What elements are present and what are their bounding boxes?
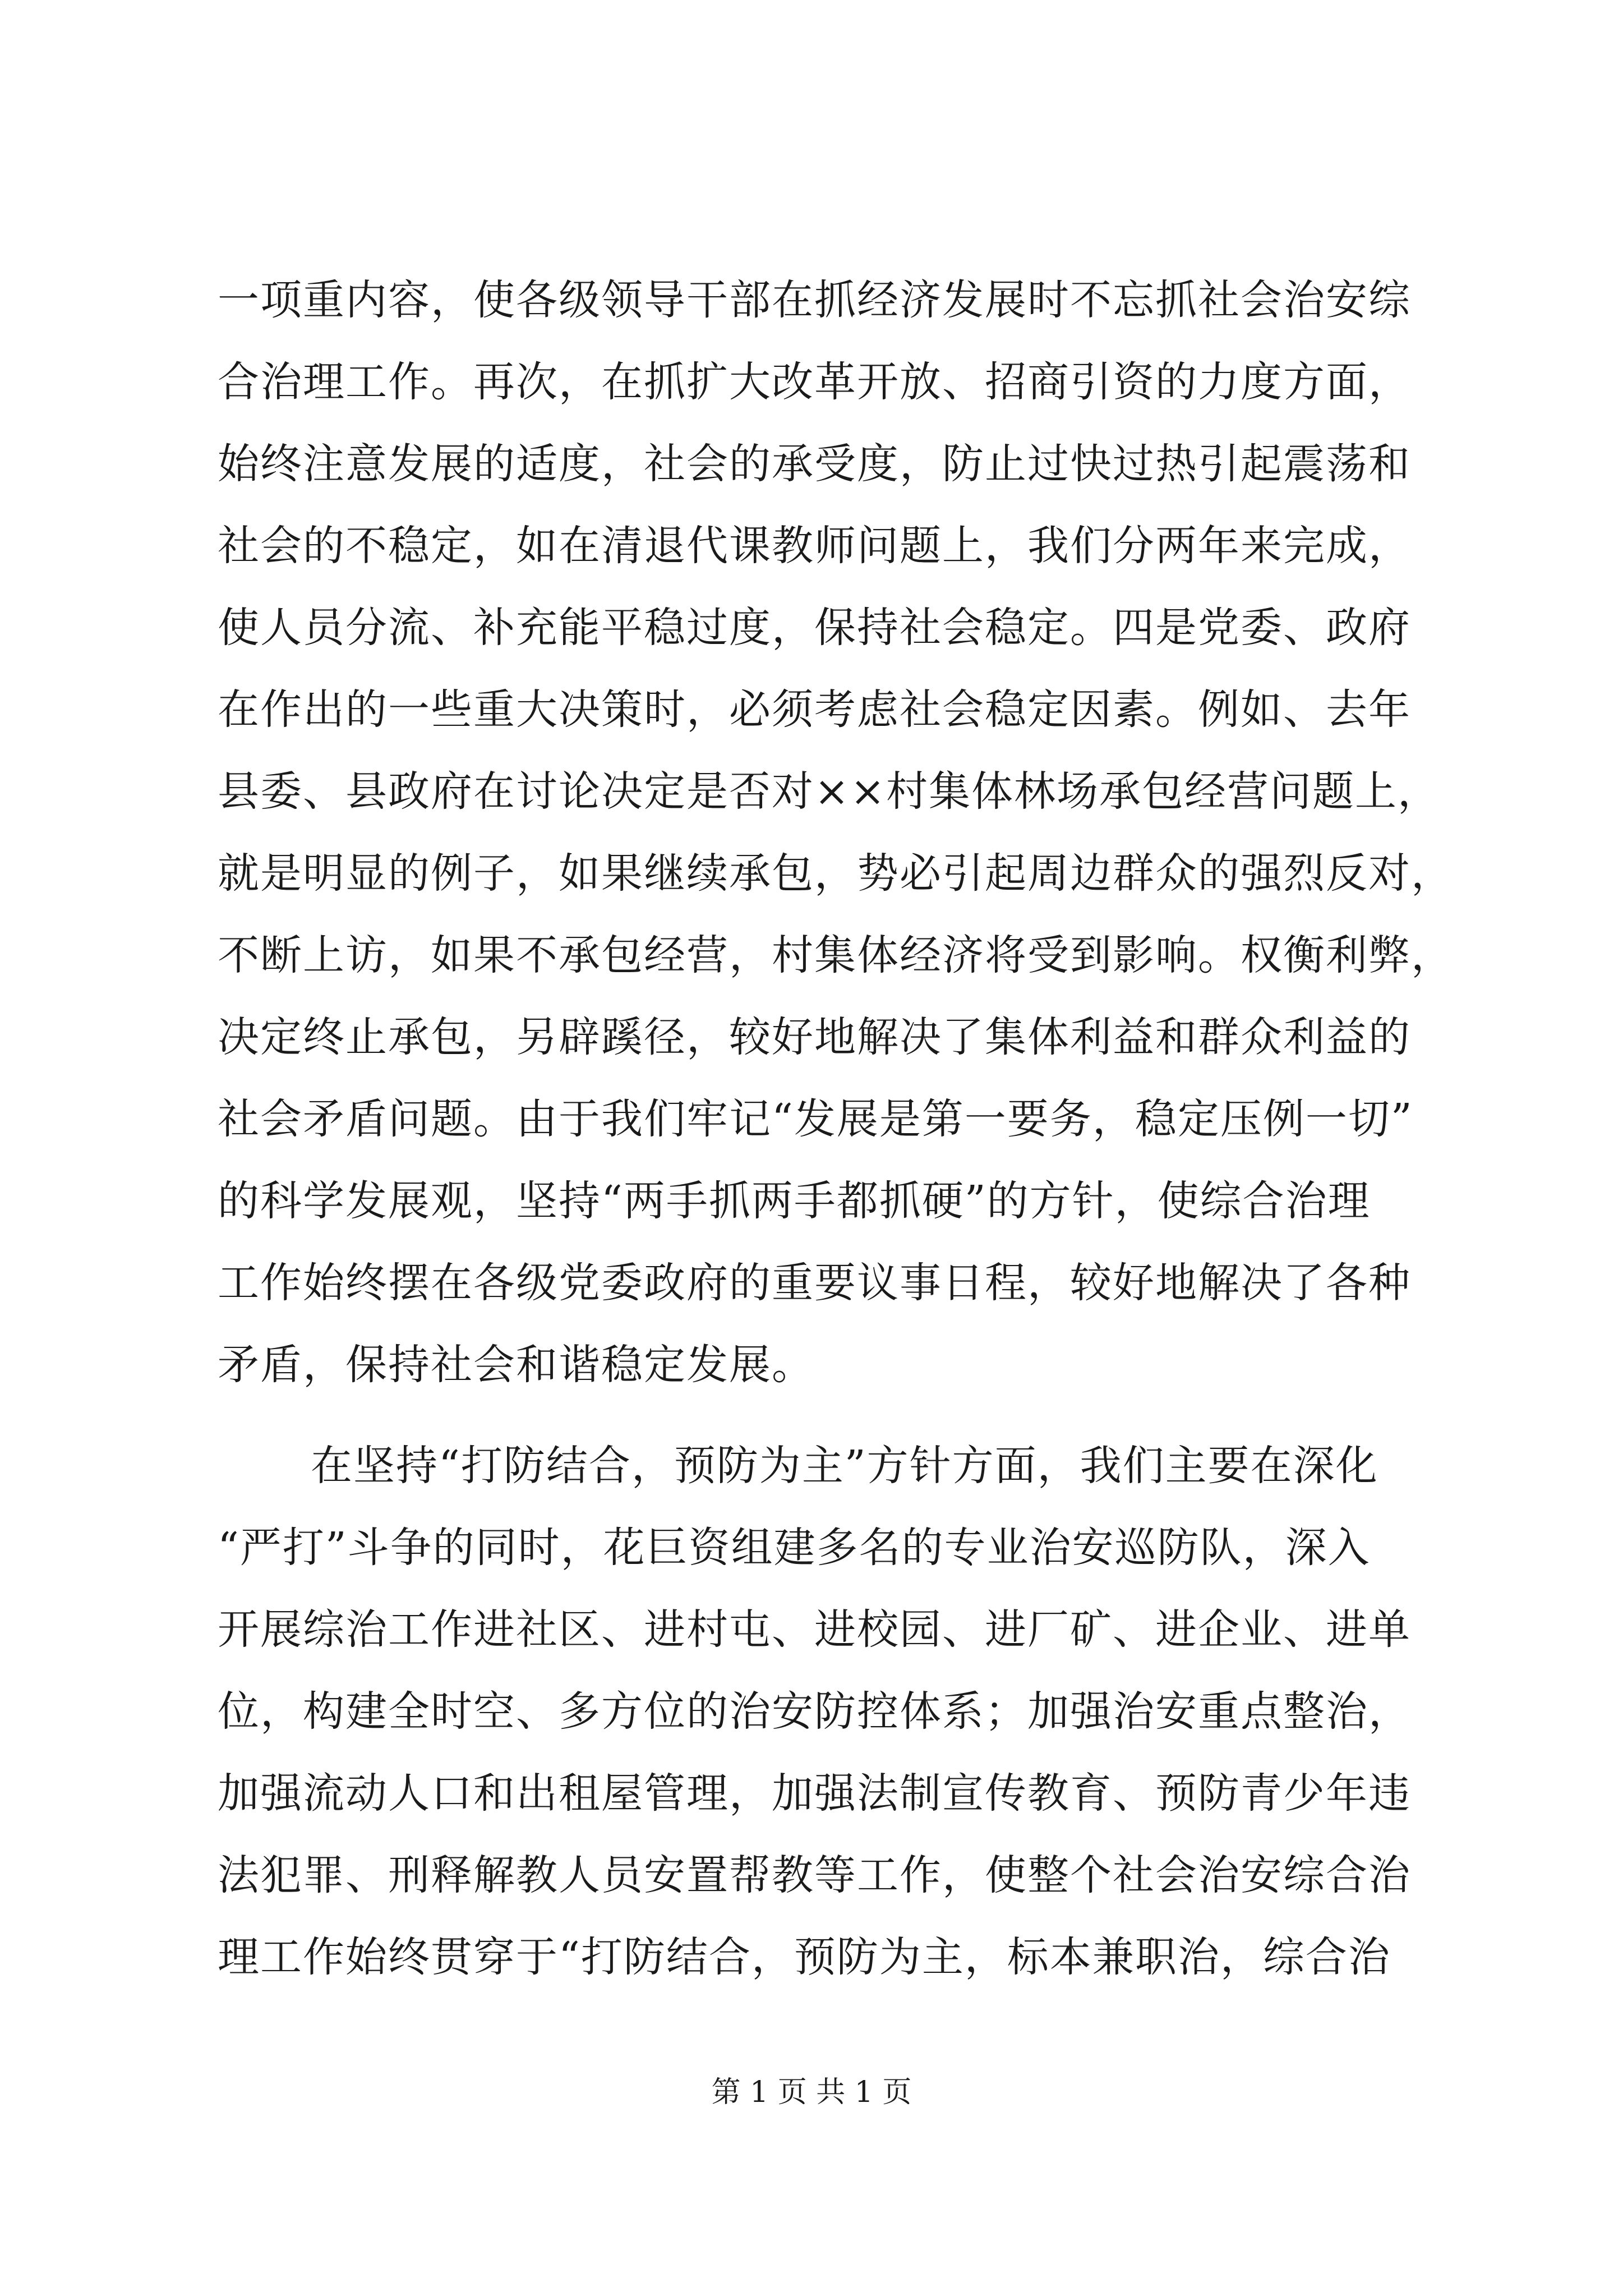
text-line: 合治理工作。再次，在抓扩大改革开放、招商引资的力度方面， xyxy=(218,358,1411,406)
page-number: 第 1 页 共 1 页 xyxy=(711,2076,912,2109)
text-line: 的科学发展观，坚持“两手抓两手都抓硬”的方针，使综合治理 xyxy=(218,1177,1371,1225)
paragraph-2 xyxy=(218,1425,1412,1998)
text-line: 一项重内容，使各级领导干部在抓经济发展时不忘抓社会治安综 xyxy=(218,276,1411,324)
text-line: 社会的不稳定，如在清退代课教师问题上，我们分两年来完成， xyxy=(218,522,1411,570)
paragraph-1 xyxy=(218,259,1454,1406)
text-line: 不断上访，如果不承包经营，村集体经济将受到影响。权衡利弊， xyxy=(218,931,1454,979)
paragraph-spacer xyxy=(218,1406,1412,1425)
text-line: 决定终止承包，另辟蹊径，较好地解决了集体利益和群众利益的 xyxy=(218,1013,1411,1061)
text-line: 社会矛盾问题。由于我们牢记“发展是第一要务，稳定压例一切” xyxy=(218,1095,1413,1143)
document-body xyxy=(218,259,1454,1998)
text-line: 使人员分流、补充能平稳过度，保持社会稳定。四是党委、政府 xyxy=(218,604,1411,652)
text-line: 位，构建全时空、多方位的治安防控体系；加强治安重点整治， xyxy=(218,1687,1411,1736)
text-line: 加强流动人口和出租屋管理，加强法制宣传教育、预防青少年违 xyxy=(218,1769,1411,1818)
page-footer xyxy=(0,2073,1623,2112)
text-line: “严打”斗争的同时，花巨资组建多名的专业治安巡防队，深入 xyxy=(218,1524,1371,1572)
text-line: 工作始终摆在各级党委政府的重要议事日程，较好地解决了各种 xyxy=(218,1259,1411,1307)
text-line: 在作出的一些重大决策时，必须考虑社会稳定因素。例如、去年 xyxy=(218,685,1411,734)
text-line: 县委、县政府在讨论决定是否对××村集体林场承包经营问题上， xyxy=(218,767,1441,816)
text-line: 始终注意发展的适度，社会的承受度，防止过快过热引起震荡和 xyxy=(218,440,1411,488)
text-line: 理工作始终贯穿于“打防结合，预防为主，标本兼职治，综合治 xyxy=(218,1933,1391,1981)
text-line: 就是明显的例子，如果继续承包，势必引起周边群众的强烈反对， xyxy=(218,849,1454,898)
text-line-indented: 在坚持“打防结合，预防为主”方针方面，我们主要在深化 xyxy=(311,1442,1378,1490)
text-line: 矛盾，保持社会和谐稳定发展。 xyxy=(218,1341,814,1389)
text-line: 开展综治工作进社区、进村屯、进校园、进厂矿、进企业、进单 xyxy=(218,1605,1411,1654)
text-line: 法犯罪、刑释解教人员安置帮教等工作，使整个社会治安综合治 xyxy=(218,1851,1411,1899)
